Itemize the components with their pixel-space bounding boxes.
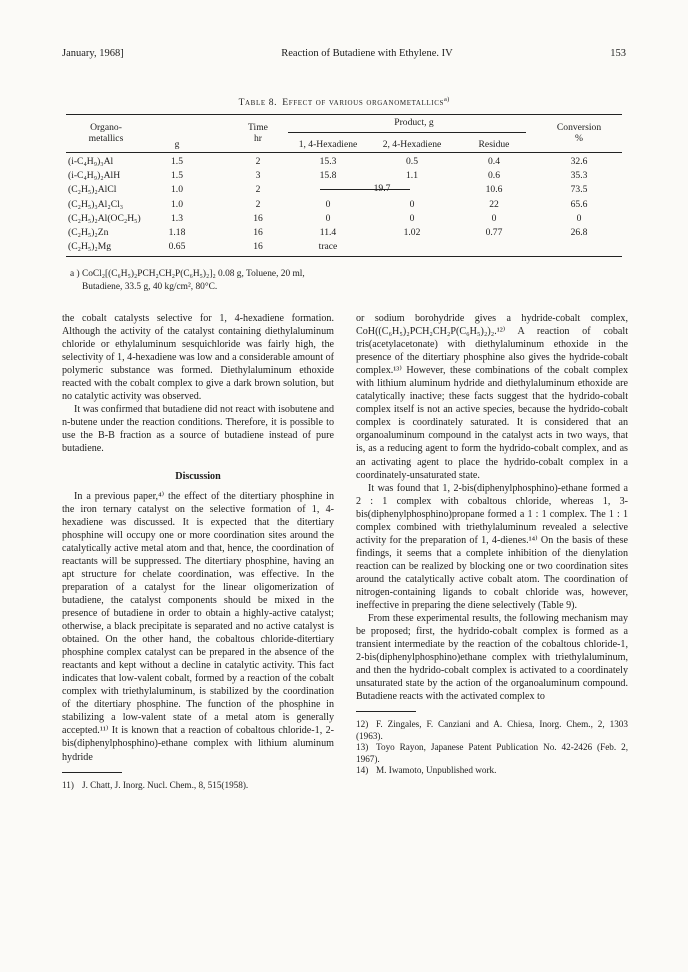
table-cell-time: 16 bbox=[253, 227, 263, 238]
table-cell-conv: 32.6 bbox=[570, 156, 588, 167]
footnote-number: 13) bbox=[356, 742, 369, 753]
footnote-text: F. Zingales, F. Canziani and A. Chiesa, Inorg. Chem., 2, 1303 (1963). bbox=[356, 719, 628, 741]
table-caption-text: Effect of various organometallics bbox=[282, 97, 444, 109]
footnote-12 bbox=[356, 719, 628, 742]
table-cell-conv: 35.3 bbox=[570, 170, 588, 182]
table-cell-g: 1.5 bbox=[171, 170, 183, 182]
table-cell-h24: 0.5 bbox=[406, 156, 418, 167]
table-cell-conv: 26.8 bbox=[570, 227, 588, 238]
footnote-number: 11) bbox=[62, 779, 74, 790]
table-caption bbox=[0, 96, 688, 108]
footnote-rule bbox=[62, 772, 122, 773]
header-product: Product, g bbox=[394, 117, 434, 128]
header-grams: g bbox=[174, 139, 180, 150]
paragraph: or sodium borohydride gives a hydride-cobalt complex, CoH((C₆H₅)₂PCH₂CH₂P(C₆H₅)₂)₂.¹²⁾ A reaction of cobalt tris(acetylacetonate) with diethylaluminum ethoxide in the presence of the ditertiary phosphine also gives the hydride-cobalt complex.¹³⁾ However, these combinations of the cobalt complex with lithium aluminum hydride and diethylaluminum ethoxide are catalytically inactive; these facts suggest that the hydrido-cobalt complex itself is not an active species, because the hydrido-cobalt complex is coordinately saturated. It is considered that an organoaluminum compound in the catalyst acts in two ways, that is, as a reducing agent to form the hydrido-cobalt complex, and as an activating agent to place the hydrido-cobalt complex in a coordinately-unsaturated state. bbox=[356, 313, 628, 481]
table-cell-h14: 15.3 bbox=[319, 156, 337, 167]
table-footnote-line-2: Butadiene, 33.5 g, 40 kg/cm², 80°C. bbox=[82, 281, 218, 292]
header-conversion: Conversion % bbox=[556, 122, 602, 144]
table-cell-time: 2 bbox=[255, 184, 261, 196]
table-cell-residue: 0.77 bbox=[485, 227, 503, 238]
page-number: 153 bbox=[610, 48, 626, 59]
footnote-text: Toyo Rayon, Japanese Patent Publication No. 42-2426 (Feb. 2, 1967). bbox=[356, 742, 628, 764]
paragraph: From these experimental results, the following mechanism may be proposed; first, the hydrido-cobalt complex is formed as a transient intermediate by the reaction of the cobaltous chloride-1, 2-bis(diphenylphosphino)ethane complex with triethylaluminum, and then the hydrido-cobalt complex is activated to a coordinately unsaturated state by the action of the organoaluminum compound. Butadiene reacts with the activated complex to bbox=[356, 613, 628, 703]
running-header bbox=[62, 48, 626, 59]
paragraph: It was confirmed that butadiene did not react with isobutene and n-butene under the reaction conditions. Therefore, it is possible to use the B-B fraction as a source of butadiene instead of pure butadiene. bbox=[62, 404, 334, 455]
table-cell-metal: (C₂H₅)₂Zn bbox=[68, 227, 109, 238]
footnote-number: 12) bbox=[356, 719, 369, 730]
footnote-text: J. Chatt, J. Inorg. Nucl. Chem., 8, 515(1958). bbox=[82, 779, 249, 790]
table-cell-time: 3 bbox=[255, 170, 261, 182]
table-top-rule bbox=[66, 114, 622, 115]
table-cell-h24: 1.02 bbox=[403, 227, 421, 238]
table-cell-residue: 22 bbox=[489, 198, 499, 210]
table-label: Table 8. bbox=[238, 97, 278, 109]
table-cell-h24: 1.1 bbox=[406, 170, 418, 182]
paragraph: In a previous paper,⁴⁾ the effect of the ditertiary phosphine in the iron ternary catalyst on the selective formation of 1, 4-hexadiene was discussed. It is expected that the ditertiary phosphine will occupy one or more coordination sites around the catalytically active metal atom and that, hence, the coordination of reactants will be suppressed. The ditertiary phosphine, having an apt structure for chelate coordination, was effective. In the preparation of a catalyst for the linear oligomerization of butadiene, the catalyst components should be mixed in the presence of butadiene in order to obtain a highly-active catalyst; otherwise, a black precipitate is separated and no active catalyst is obtained. On the other hand, the cobaltous chloride-ditertiary phosphine complex catalyst can be prepared in the absence of the reactants and kept without a decline in catalytic activity. This fact indicates that low-valent cobalt, formed by a reaction of the cobalt complex with triethylaluminum, is stabilized by the coordination of the ditertiary phosphine. The function of the phosphine in stabilizing a low-valent state of a metal atom is generally accepted.¹¹⁾ It is known that a reaction of cobaltous chloride-1, 2-bis(diphenylphosphino)-ethane complex with lithium aluminum hydride bbox=[62, 490, 334, 763]
paragraph: the cobalt catalysts selective for 1, 4-hexadiene formation. Although the activity of the catalyst containing diethylaluminum chloride or ethylaluminum sesquichloride was fairly high, the selectivity of 1, 4-hexadiene was low and a considerable amount of polymeric substance was formed. Diethylaluminum ethoxide reacted with the cobalt complex to give a dark brown solution, but no catalytic activity was observed. bbox=[62, 313, 334, 403]
table-cell-residue: 0.4 bbox=[488, 156, 500, 167]
table-cell-h14: 15.8 bbox=[319, 170, 337, 182]
footnote-rule bbox=[356, 711, 416, 712]
table-cell-residue: 10.6 bbox=[485, 184, 503, 196]
table-cell-h24: 0 bbox=[409, 198, 415, 210]
footnote-11 bbox=[62, 780, 334, 792]
table-cell-g: 1.0 bbox=[171, 184, 183, 196]
table-cell-conv: 0 bbox=[576, 212, 582, 224]
table-cell-time: 2 bbox=[255, 198, 261, 210]
footnote-number: 14) bbox=[356, 765, 369, 776]
header-1-4-hexadiene: 1, 4-Hexadiene bbox=[298, 139, 358, 150]
table-header-rule bbox=[66, 152, 622, 153]
merged-hexadiene-value: 19.7 bbox=[373, 183, 391, 194]
header-time: Time hr bbox=[248, 122, 268, 144]
table-cell-g: 1.18 bbox=[168, 227, 186, 238]
table-cell-time: 16 bbox=[253, 241, 263, 253]
header-residue: Residue bbox=[478, 139, 510, 150]
table-cell-h14: 0 bbox=[325, 212, 331, 224]
table-cell-time: 2 bbox=[255, 156, 261, 167]
article-title: Reaction of Butadiene with Ethylene. IV bbox=[281, 48, 453, 59]
table-cell-h14: trace bbox=[318, 241, 338, 253]
table-footnote-line-1: a ) CoCl₂[(C₆H₅)₂PCH₂CH₂P(C₆H₅)₂]₂ 0.08 g, Toluene, 20 ml, bbox=[70, 269, 305, 279]
table-cell-h14: 11.4 bbox=[319, 227, 337, 238]
table-cell-conv: 65.6 bbox=[570, 198, 588, 210]
table-cell-metal: (C₂H₅)₂Mg bbox=[68, 241, 112, 253]
table-caption-note: a) bbox=[443, 96, 450, 103]
left-column bbox=[62, 312, 334, 791]
table-cell-time: 16 bbox=[253, 212, 263, 224]
footnote-text: M. Iwamoto, Unpublished work. bbox=[376, 765, 497, 776]
table-cell-g: 1.5 bbox=[171, 156, 183, 167]
table-cell-metal: (i-C₄H₉)₂AlH bbox=[68, 170, 121, 182]
table-footnote bbox=[70, 268, 305, 293]
product-span-rule bbox=[288, 132, 526, 133]
table-cell-g: 1.3 bbox=[171, 212, 183, 224]
footnote-13 bbox=[356, 742, 628, 765]
table-cell-residue: 0 bbox=[491, 212, 497, 224]
section-heading: Discussion bbox=[175, 470, 221, 482]
table-cell-conv: 73.5 bbox=[570, 184, 588, 196]
header-organometallics: Organo- metallics bbox=[88, 122, 124, 144]
table-cell-metal: (C₂H₅)₂Al(OC₂H₅) bbox=[68, 212, 141, 224]
table-cell-residue: 0.6 bbox=[488, 170, 500, 182]
table-cell-h24: 0 bbox=[409, 212, 415, 224]
table-cell-metal: (i-C₄H₉)₃Al bbox=[68, 156, 114, 167]
right-column bbox=[356, 312, 628, 777]
table-cell-g: 0.65 bbox=[168, 241, 186, 253]
header-2-4-hexadiene: 2, 4-Hexadiene bbox=[382, 139, 442, 150]
table-cell-h14: 0 bbox=[325, 198, 331, 210]
table-cell-metal: (C₂H₅)₃Al₂Cl₃ bbox=[68, 198, 124, 210]
organometallics-table bbox=[66, 114, 622, 257]
table-cell-g: 1.0 bbox=[171, 198, 183, 210]
table-bottom-rule bbox=[66, 256, 622, 257]
table-cell-metal: (C₂H₅)₂AlCl bbox=[68, 184, 117, 196]
footnote-14 bbox=[356, 765, 628, 777]
issue-date: January, 1968] bbox=[62, 48, 124, 59]
paragraph: It was found that 1, 2-bis(diphenylphosphino)-ethane formed a 2 : 1 complex with cobaltous chloride, whereas 1, 3-bis(diphenylphosphino)propane formed a 1 : 1 complex. The 1 : 1 complex combined with triethylaluminum revealed a selective activity for the preparation of 1, 4-dienes.¹⁴⁾ On the basis of these findings, it seems that a complete inhibition of the dienylation reaction can be realized by blocking one or two coordination sites around the catalytically active cobalt atom. The coordination of nitrogen-containing ligands to cobalt chloride was, however, ineffective in preparing the diene selectively (Table 9). bbox=[356, 482, 628, 612]
